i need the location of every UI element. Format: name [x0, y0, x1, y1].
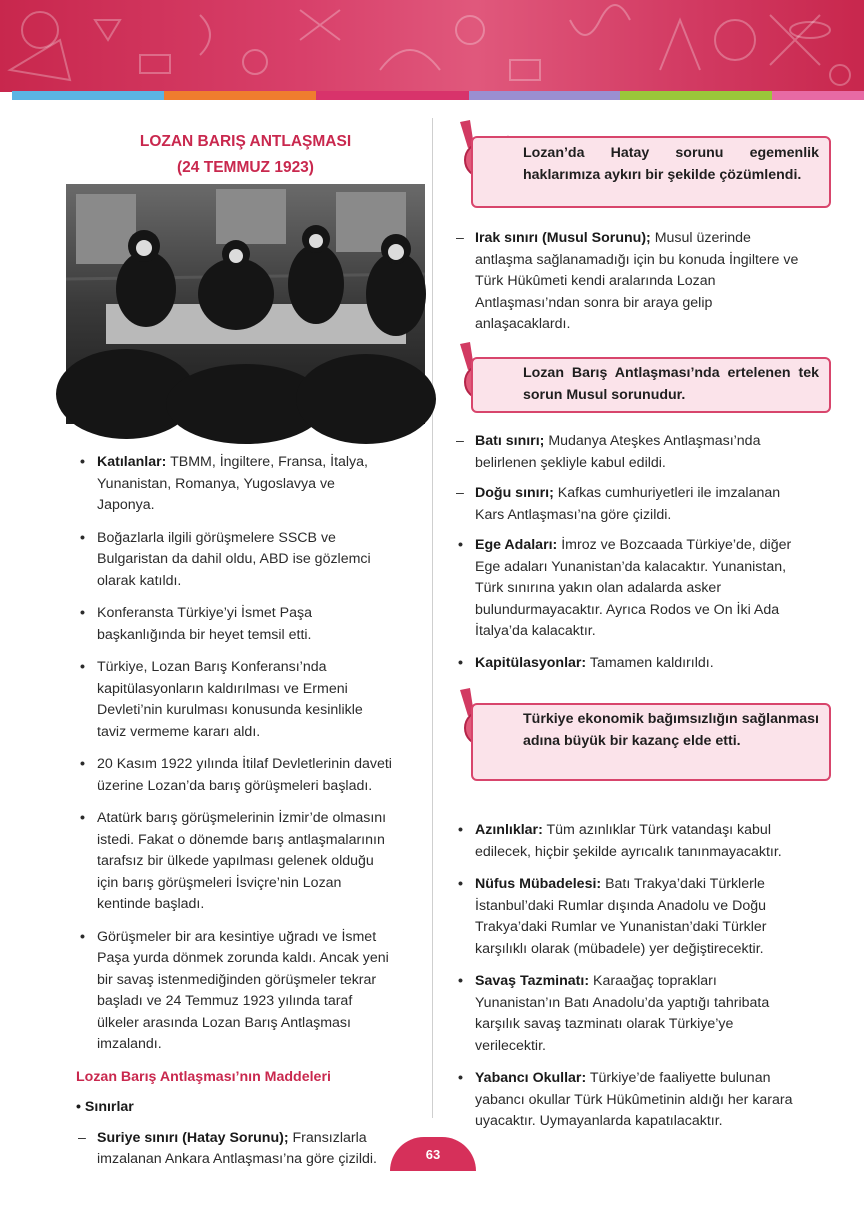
note-text: Lozan Barış Antlaşması’nda ertelenen tek sorun Musul sorunudur.: [471, 357, 831, 413]
list-item: • Konferansta Türkiye’yi İsmet Paşa başkanlığında bir heyet temsil etti.: [80, 605, 313, 643]
list-item: • Ege Adaları: İmroz ve Bozcaada Türkiye’de, diğer Ege adaları Yunanistan’da kalacaktır. Yunanistan, Türk sınırına yakın olan adalarda asker bulundurmayacaktır. Ayrıca Rodos ve On İki Ada İtalya’da kalacaktır.: [458, 537, 792, 639]
list-item: • Yabancı Okullar: Türkiye’de faaliyette bulunan yabancı okullar Türk Hükûmetinin aldığı her karara uyacaktır. Uymayanlarda kapatılacaktır.: [458, 1070, 793, 1129]
dogu-item: – Doğu sınırı; Kafkas cumhuriyetleri ile imzalanan Kars Antlaşması’na göre çizildi.: [456, 485, 781, 523]
stripe-purple: [469, 91, 620, 100]
stripe-blue: [12, 91, 164, 100]
list-item: • Türkiye, Lozan Barış Konferansı’nda kapitülasyonların kaldırılması ve Ermeni Devleti’nin kurulması konusunda kesinlikle taviz vermeme kararı aldı.: [80, 659, 363, 740]
list-item: • 20 Kasım 1922 yılında İtilaf Devletlerinin daveti üzerine Lozan’da barış görüşmeleri başladı.: [80, 756, 392, 794]
page-subtitle: (24 TEMMUZ 1923): [177, 159, 314, 176]
page-title: LOZAN BARIŞ ANTLAŞMASI: [139, 133, 352, 150]
stripe-pink: [316, 91, 469, 100]
left-bullets: [76, 452, 392, 1171]
left-title: [66, 129, 425, 181]
note-text: Lozan’da Hatay sorunu egemenlik haklarımıza aykırı bir şekilde çözümlendi.: [471, 136, 831, 208]
list-item: • Kapitülasyonlar: Tamamen kaldırıldı.: [458, 654, 714, 671]
column-divider: [432, 118, 433, 1118]
suriye-item: – Suriye sınırı (Hatay Sorunu); Fransızlarla imzalanan Ankara Antlaşması’na göre çizildi.: [78, 1129, 377, 1167]
list-item: • Azınlıklar: Tüm azınlıklar Türk vatandaşı kabul edilecek, hiçbir şekilde ayrıcalık tanınmayacaktır.: [458, 822, 782, 860]
right-block-2: [454, 431, 801, 674]
list-item: • Atatürk barış görüşmelerinin İzmir’de olmasını istedi. Fakat o dönemde barış antlaşmalarının tarafsız bir ülkede yapılması gelenek olduğu için barış görüşmeleri İsviçre’nin Lozan kentinde başladı.: [80, 810, 387, 912]
stripe-green: [620, 91, 772, 100]
list-item: • Boğazlarla ilgili görüşmelere SSCB ve Bulgaristan da dahil oldu, ABD ise gözlemci olarak katıldı.: [80, 529, 371, 589]
header-banner: [0, 0, 864, 92]
page-number: 63: [390, 1137, 476, 1171]
list-item: • Katılanlar: TBMM, İngiltere, Fransa, İtalya, Yunanistan, Romanya, Yugoslavya ve Japonya.: [80, 454, 368, 513]
stripe-orange: [164, 91, 316, 100]
section-heading: Lozan Barış Antlaşması’nın Maddeleri: [76, 1068, 331, 1085]
stripe-magenta: [772, 91, 864, 100]
irak-item: – Irak sınırı (Musul Sorunu); Musul üzerinde antlaşma sağlanamadığı için bu konuda İngiltere ve Türk Hükûmeti kendi aralarında Lozan Antlaşması’ndan sonra bir araya gelip anlaşacaklardı.: [456, 230, 799, 332]
dikkat-note-1: [454, 118, 819, 214]
note-text: Türkiye ekonomik bağımsızlığın sağlanması adına büyük bir kazanç elde etti.: [471, 703, 831, 781]
dikkat-note-3: [454, 686, 819, 782]
list-item: • Nüfus Mübadelesi: Batı Trakya’daki Türklerle İstanbul’daki Rumlar dışında Anadolu ve Doğu Trakya’daki Rumlar ve Yunanistan’daki Türkler karşılıklı olarak (mübadele) yer değiştirecektir.: [458, 876, 767, 957]
right-block-1: [454, 228, 801, 336]
bati-item: – Batı sınırı; Mudanya Ateşkes Antlaşması’nda belirlenen şekliyle kabul edildi.: [456, 433, 761, 471]
treaty-signing-photo: [66, 184, 425, 424]
sinirlar-heading: • Sınırlar: [76, 1099, 134, 1115]
right-block-3: [454, 820, 801, 1133]
list-item: • Savaş Tazminatı: Karaağaç toprakları Yunanistan’ın Batı Anadolu’da yaptığı tahribata karşılık savaş tazminatı olarak Türkiye’ye verilecektir.: [458, 973, 770, 1054]
list-item: • Görüşmeler bir ara kesintiye uğradı ve İsmet Paşa yurda dönmek zorunda kaldı. Ancak yeni bir savaş istenmediğinden görüşmeler tekrar başladı ve 24 Temmuz 1923 yılında taraf ülkeler arasında Lozan Barış Antlaşması imzalandı.: [80, 928, 389, 1052]
dikkat-note-2: [454, 340, 819, 420]
school-doodles-icon: [0, 0, 864, 92]
